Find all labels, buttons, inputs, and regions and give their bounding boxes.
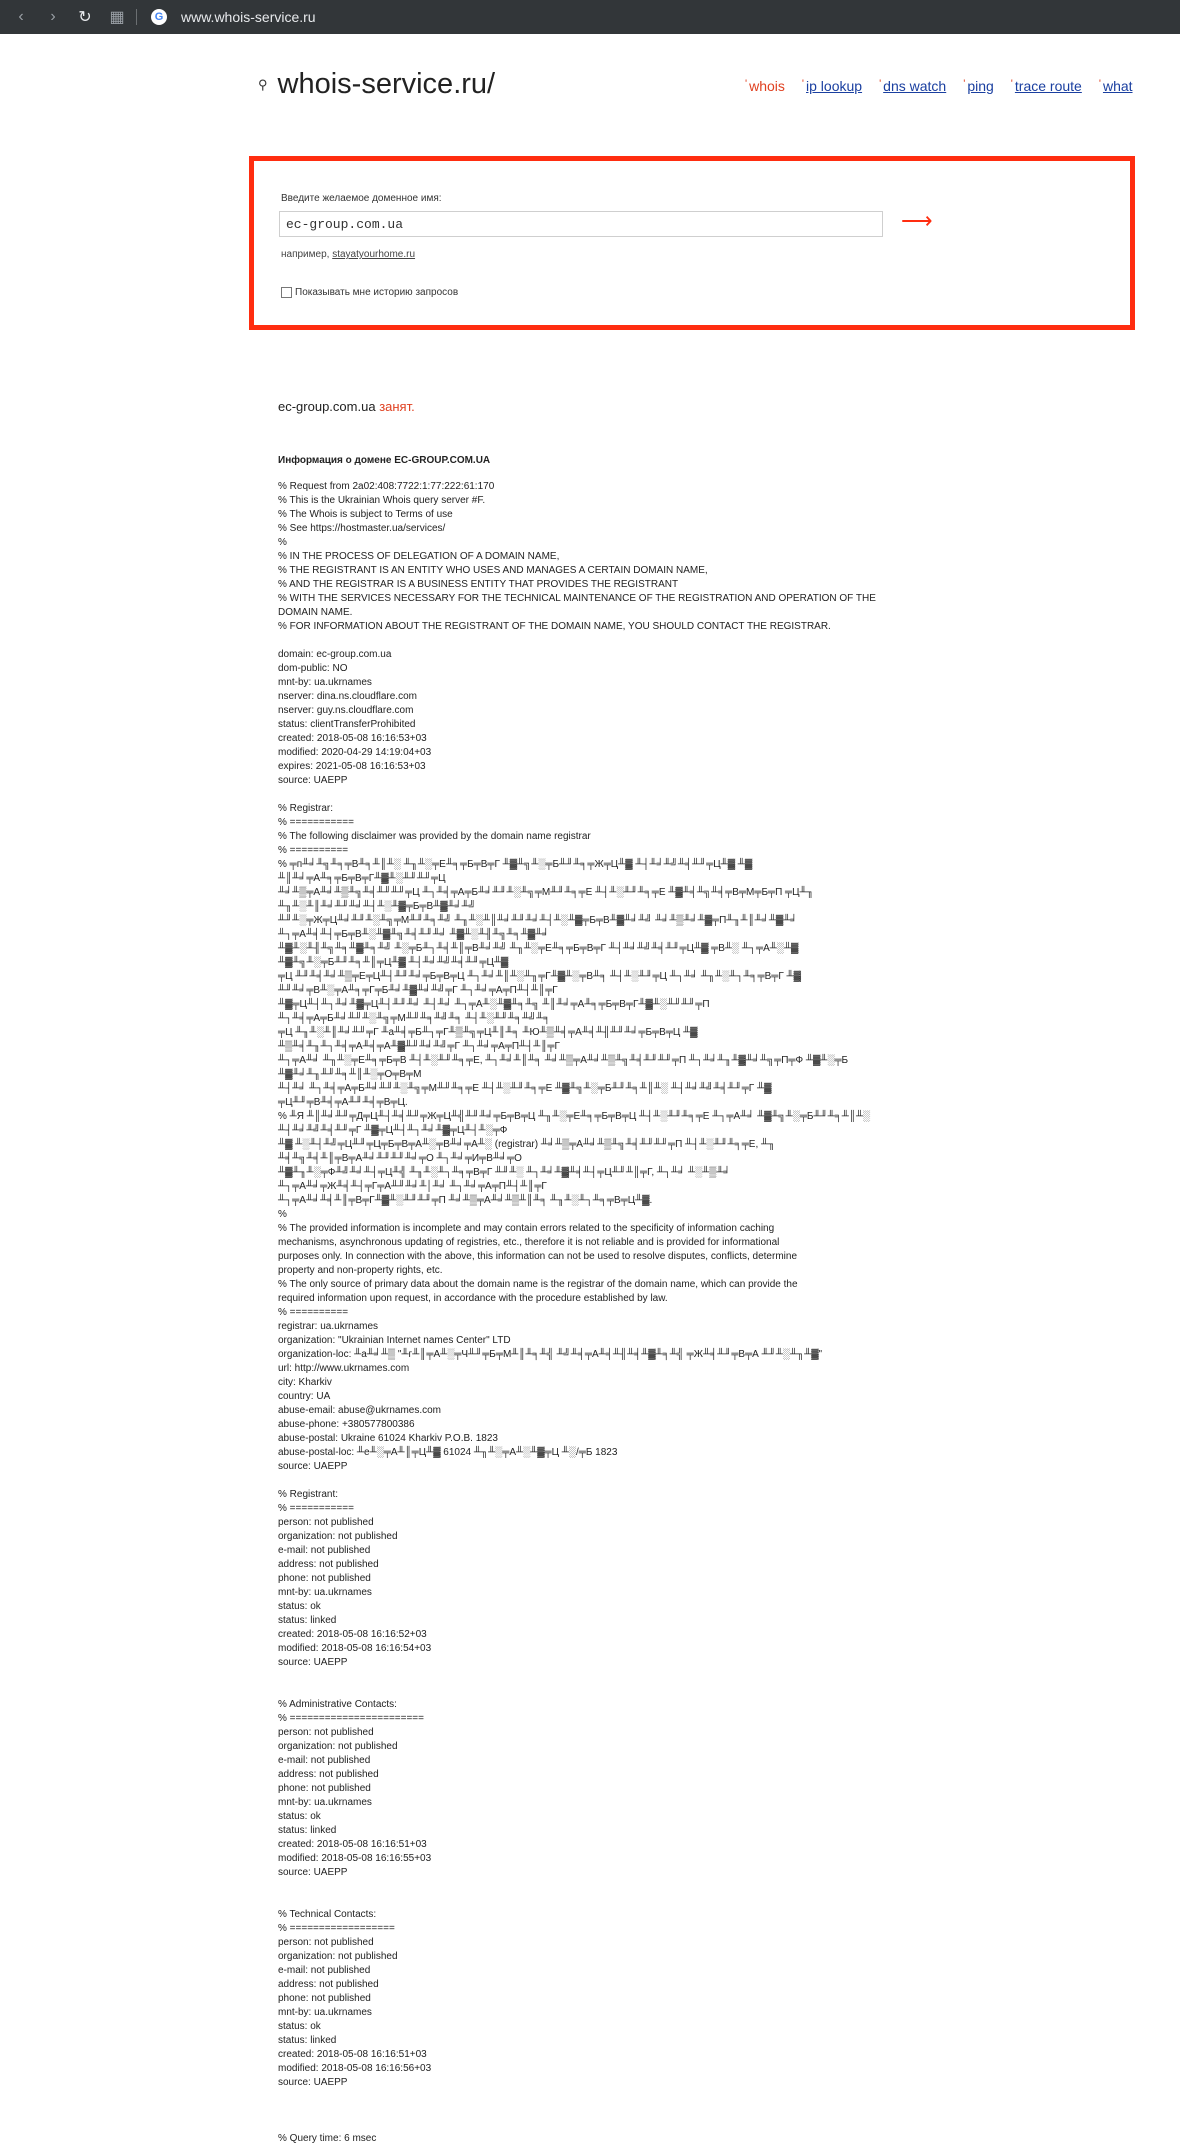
whois-line: created: 2018-05-08 16:16:52+03 [278,1629,427,1640]
whois-line: status: ok [278,1811,321,1822]
whois-line: registrar: ua.ukrnames [278,1321,379,1332]
whois-line: status: ok [278,2021,321,2032]
whois-line: DOMAIN NAME. [278,607,353,618]
domain-status [278,399,415,414]
domain-search-form [249,156,1135,330]
nav-tick-icon: ' [1098,78,1101,90]
whois-line: nserver: dina.ns.cloudflare.com [278,691,417,702]
whois-line: status: ok [278,1601,321,1612]
whois-line: person: not published [278,1727,374,1738]
whois-line: ╨┐╤А╨╛ ╨╖╨░╤Е╨╕╤Б╤В ╨┤╨░╨╜╨╕╤Е, ╨┐╨╛╨║╨╕ ╨╛╨▒╤А╨╛╨▒╨╗╨╡╨╜╨╜╤П ╨┐╨╛╨╖╨▓╨╛╨╗╤П╤Ф ╨▓╨░╤Б ╨▓╨╛╨╖╨╜╨╕╨║╨░╤О╤В╤М [278,1055,851,1080]
whois-line: % =========== [278,1503,354,1514]
nav-link[interactable]: what [1102,78,1133,94]
example-domain-link[interactable]: stayatyourhome.ru [332,249,416,260]
whois-line: country: UA [278,1391,331,1402]
nav-item-whois[interactable] [745,78,785,94]
whois-line: ╨▓ ╨░╨┤╨╝╤Ц╨╜╤Ц╤Б╤В╤А╨░╤В╨╛╤А╨░ (registrar) ╨╛╨▒╤А╨╛╨▒╨╗╨╡╨╜╨╜╤П ╨┤╨░╨╜╨╕╤Е, ╨╖ ╨╡╨╗╨╡╨║╤В╤А╨╛╨╜╨╜╨╛╤О ╨┐╨╛╤И╤В╨╛╤О [278,1139,778,1164]
whois-line: e-mail: not published [278,1965,371,1976]
domain-input-label: Введите желаемое доменное имя: [281,193,442,204]
whois-line: % The Whois is subject to Terms of use [278,509,453,520]
google-icon: G [151,9,167,25]
whois-line: phone: not published [278,1783,371,1794]
whois-line [278,634,878,648]
whois-line: abuse-email: abuse@ukrnames.com [278,1405,442,1416]
whois-line: organization-loc: ╨а╨╛╨▒ "╨г╨║╤А╨░╤Ч╨╜╤Б╤М╨║╨╕╨╣ ╨╝╨╡╤А╨╡╨╢╨╡╨▓╨╕╨╣ ╤Ж╨╡╨╜╤В╤А ╨╜╨░╨╖╨▓" [278,1349,823,1360]
whois-line: purposes only. In connection with the above, this information can not be used to resolve disputes, conflicts, determine [278,1251,797,1262]
whois-line: % FOR INFORMATION ABOUT THE REGISTRANT OF THE DOMAIN NAME, YOU SHOULD CONTACT THE REGISTRAR. [278,621,831,632]
whois-line: modified: 2018-05-08 16:16:56+03 [278,2063,432,2074]
whois-line: source: UAEPP [278,775,348,786]
example-hint [281,249,415,260]
reload-icon[interactable]: ↻ [78,9,92,26]
whois-line: % WITH THE SERVICES NECESSARY FOR THE TECHNICAL MAINTENANCE OF THE REGISTRATION AND OPERATION OF THE [278,593,876,604]
whois-line: % This is the Ukrainian Whois query server #F. [278,495,486,506]
whois-line: % ========== [278,1307,349,1318]
whois-line: ╨▓╨╖╨░╤Ф╨╝╨╛╨┤╤Ц╨╣ ╨╖╨░╨┐╨╕╤В╤Г ╨╜╨░ ╨┐╨╛╨▓╨╡╨┤╤Ц╨╜╨║╤Г, ╨┐╨╛ ╨░╨▒╨╛ ╨┐╤А╨╛╤Ж╨╡╨┤╤Г╤А╨╜╨╛╨│╨╛ ╨┐╨╛╤А╤П╨┤╨║╤Г [278,1167,734,1192]
nav-item-ip-lookup[interactable] [802,78,862,94]
whois-line: mnt-by: ua.ukrnames [278,2007,372,2018]
back-icon[interactable]: ‹ [18,8,24,25]
whois-output [278,480,878,2146]
info-title: Информация о домене EC-GROUP.COM.UA [278,455,491,466]
whois-line: ╨┤╨╛ ╨┐╨╡╤А╤Б╨╛╨╜╨░╨╗╤М╨╜╨╕╤Е ╨┤╨░╨╜╨╕╤Е ╨▓╨╗╨░╤Б╨╜╨╕╨║╨░ ╨┤╨╛╨╝╨╡╨╜╤Г ╨▓ ╤Ц╨╜╤В╨╡╤А╨╜╨╡╤В╤Ц. [278,1083,775,1108]
whois-line: city: Kharkiv [278,1377,332,1388]
whois-line [278,1474,878,1488]
nav-link[interactable]: trace route [1014,78,1082,94]
nav-tick-icon: ' [745,78,748,90]
whois-line: source: UAEPP [278,1461,348,1472]
whois-line: % IN THE PROCESS OF DELEGATION OF A DOMAIN NAME, [278,551,560,562]
whois-line: organization: "Ukrainian Internet names Center" LTD [278,1335,511,1346]
site-logo[interactable] [258,68,495,101]
whois-line: nserver: guy.ns.cloudflare.com [278,705,414,716]
whois-line: mechanisms, asynchronous updating of registries, etc., therefore it is not reliable and is provided for informational [278,1237,780,1248]
whois-line: organization: not published [278,1951,398,1962]
whois-line [278,2104,878,2118]
whois-line: ╤Ц ╨╖╨░╨║╨╛╨╜╤Г ╨а╨╡╤Б╨┐╤Г╨▒╨╗╤Ц╨║╨╕ ╨Ю╨▒╨╡╤А╨╡╨╢╨╜╨╛╤Б╤В╤Ц ╨▓ ╨▒╨╡╨╖╨┐╨╡╤А╨╡╤А╨▓╨╜╨╛╨╝╤Г ╨┐╨╛╤А╤П╨┤╨║╤Г [278,1027,701,1052]
whois-line [278,1894,878,1908]
whois-line: expires: 2021-05-08 16:16:53+03 [278,761,426,772]
whois-line [278,1684,878,1698]
whois-line: address: not published [278,1769,379,1780]
whois-line [278,1880,878,1894]
apps-grid-icon[interactable]: ▦ [109,9,125,26]
whois-line: mnt-by: ua.ukrnames [278,1797,372,1808]
whois-line: status: linked [278,2035,337,2046]
whois-line: modified: 2018-05-08 16:16:55+03 [278,1853,432,1864]
whois-line: % Registrar: [278,803,334,814]
whois-line: required information upon request, in accordance with the procedure established by law. [278,1293,668,1304]
whois-line: url: http://www.ukrnames.com [278,1363,410,1374]
whois-line: address: not published [278,1559,379,1570]
whois-line: ╨▓╨░╨╢╨╗╨╕╨▓╨╕╨╝ ╨░╤Б╨┐╨╡╨║╤В╨╛╨╝ ╨╖╨░╤Е╨╕╤Б╤В╤Г ╨┤╨╛╨╝╨╡╨╜╤Ц╨▓ ╤В╨░ ╨┐╤А╨░╨▓ ╨▓╨╗╨░╤Б╨╜╨╕╨║╤Ц╨▓ ╨┤╨╛╨╝╨╡╨╜╤Ц╨▓ [278,943,802,968]
whois-line: created: 2018-05-08 16:16:53+03 [278,733,427,744]
whois-line: mnt-by: ua.ukrnames [278,677,372,688]
whois-line: % ======================= [278,1713,424,1724]
address-bar[interactable]: www.whois-service.ru [181,9,316,25]
whois-line: modified: 2018-05-08 16:16:54+03 [278,1643,432,1654]
nav-item-trace-route[interactable] [1011,78,1082,94]
whois-line: source: UAEPP [278,1867,348,1878]
example-prefix: например, [281,249,330,260]
whois-line: organization: not published [278,1531,398,1542]
whois-line: domain: ec-group.com.ua [278,649,392,660]
nav-tick-icon: ' [963,78,966,90]
whois-line: % The only source of primary data about the domain name is the registrar of the domain name, which can provide the [278,1279,798,1290]
nav-item-dns-watch[interactable] [879,78,946,94]
status-badge: занят. [379,399,415,414]
whois-line: % [278,537,287,548]
whois-line: % Administrative Contacts: [278,1699,397,1710]
whois-line: % The following disclaimer was provided by the domain name registrar [278,831,591,842]
whois-line: % ========== [278,845,349,856]
nav-tick-icon: ' [1010,78,1013,90]
nav-link[interactable]: ping [967,78,994,94]
whois-line: % THE REGISTRANT IS AN ENTITY WHO USES AND MANAGES A CERTAIN DOMAIN NAME, [278,565,708,576]
whois-line: source: UAEPP [278,2077,348,2088]
whois-line: e-mail: not published [278,1545,371,1556]
whois-line: % Query time: 6 msec [278,2133,377,2144]
top-nav [745,78,1150,94]
whois-line: person: not published [278,1937,374,1948]
submit-arrow-icon[interactable]: ⟶ [901,208,933,233]
whois-line: % Registrant: [278,1489,339,1500]
whois-line: % The provided information is incomplete and may contain errors related to the specificity of information caching [278,1223,775,1234]
whois-line: ╤Ц ╨╜╨╡╨╛╨▒╤Е╤Ц╨┤╨╜╨╛╤Б╤В╤Ц ╨┐╨╛╨║╨░╨╖╤Г╨▓╨░╤В╨╕ ╨┤╨░╨╜╤Ц ╨┐╨╛ ╨╖╨░╨┐╨╕╤В╤Г ╨▓ ╨╜╨╛╤В╨░╤А╨╕╤Г╤Б╨╛╨▓╨╛╨╝╤Г ╨┐╨╛╤А╤П╨┤╨║╤Г [278,971,804,996]
whois-line [278,788,878,802]
nav-tick-icon: ' [801,78,805,90]
whois-line: abuse-postal: Ukraine 61024 Kharkiv P.O.B. 1823 [278,1433,498,1444]
whois-line: % =========== [278,817,354,828]
whois-line: ╨╛╨▒╤А╨╛╨▒╨╗╨╡╨╜╨╜╤Ц ╨┐╨╡╤А╤Б╨╛╨╜╨░╨╗╤М╨╜╨╕╤Е ╨┤╨░╨╜╨╕╤Е ╨▓╨╡╨╗╨╡╤В╤М╤Б╤П ╤Ц╨╖ ╨╖╨░╨║╨╛╨╜╨╛╨┤╨░╨▓╤Б╤В╨▓╨╛╨╝ [278,887,817,912]
whois-line: source: UAEPP [278,1657,348,1668]
whois-line: created: 2018-05-08 16:16:51+03 [278,1839,427,1850]
toolbar-divider [136,9,137,25]
whois-line: ╨▓╤Ц╨┤╨┐╨╛╨▓╤Ц╨┤╨╜╨╛ ╨┤╨╛ ╨┐╤А╨░╨▓╨╕╨╗ ╨║╨╛╤А╨╕╤Б╤В╤Г╨▓╨░╨╜╨╜╤П ╨┐╨╡╤А╤Б╨╛╨╜╨░╨╗╤М╨╜╨╕╨╝╨╕ ╨┤╨░╨╜╨╕╨╝╨╕ [278,999,713,1024]
forward-icon[interactable]: › [50,8,56,25]
nav-link[interactable]: ip lookup [806,78,863,94]
whois-line: person: not published [278,1517,374,1528]
whois-line: % Request from 2a02:408:7722:1:77:222:61:170 [278,481,495,492]
whois-line: status: linked [278,1825,337,1836]
whois-line: % AND THE REGISTRAR IS A BUSINESS ENTITY THAT PROVIDES THE REGISTRANT [278,579,679,590]
whois-line: ╨┐╤А╨╛╨╡╨║╤В╤Г╨▓╨░╨╜╨╜╤П ╨╛╨▒╤А╨╛╨▒╨║╨╕ ╨╖╨░╨┐╨╕╤В╤Ц╨▓. [278,1195,653,1206]
whois-line: status: clientTransferProhibited [278,719,416,730]
history-toggle[interactable] [281,287,458,298]
whois-line: property and non-property rights, etc. [278,1265,443,1276]
history-checkbox[interactable] [281,287,292,298]
nav-link[interactable]: whois [749,78,785,94]
whois-line: % ╤п╨╛╨╗╨╕╤В╨╕╨║╨░ ╨╖╨░╤Е╨╕╤Б╤В╤Г ╨▓╨╗╨░╤Б╨╜╨╕╤Ж╤Ц╨▓ ╨┤╨╛╨╝╨╡╨╜╤Ц╨▓ ╨▓ ╨║╨╛╤А╨╕╤Б╤В╤Г╨▓╨░╨╜╨╜╤Ц [278,859,755,884]
site-logo-text[interactable]: whois-service.ru/ [277,68,496,100]
nav-link[interactable]: dns watch [883,78,947,94]
result-domain: ec-group.com.ua [278,399,376,414]
whois-line: ╨╜╨░╤Ж╤Ц╨╛╨╜╨░╨╗╤М╨╜╨╕╨╝ ╨╖╨░╨║╨╛╨╜╨╛╨┤╨░╨▓╤Б╤В╨▓╨╛╨╝ ╨╛╨▒╨╛╨▓╤П╨╖╨║╨╛╨▓╨╛ ╨┐╤А╨╡╨┤╤Б╤В╨░╨▓╨╗╨╡╨╜╨╛ ╨▓╨░╨╢╨╗╨╕╨▓╨╛ [278,915,801,940]
domain-input[interactable] [279,211,883,237]
whois-line: abuse-phone: +380577800386 [278,1419,415,1430]
key-icon: ⚲ [258,76,268,92]
whois-line: modified: 2020-04-29 14:19:04+03 [278,747,432,758]
whois-line: mnt-by: ua.ukrnames [278,1587,372,1598]
whois-line: phone: not published [278,1573,371,1584]
whois-line: % [278,1209,287,1220]
whois-line: % Technical Contacts: [278,1909,377,1920]
whois-line [278,2090,878,2104]
whois-line: organization: not published [278,1741,398,1752]
whois-line: status: linked [278,1615,337,1626]
whois-line: % ╨Я ╨║╨╛╨╜╤Д╤Ц╨┤╨╡╨╜╤Ж╤Ц╨╣╨╜╨╛╤Б╤В╤Ц ╨╖╨░╤Е╨╕╤Б╤В╤Ц ╨┤╨░╨╜╨╕╤Е ╨┐╤А╨╛ ╨▓╨╗╨░╤Б╨╜╨╕╨║╨░ ╨┤╨╛╨╝╨╡╨╜╤Г ╨▓╤Ц╨┤╨┐╨╛╨▓╤Ц╨┤╨░╤Ф [278,1111,873,1136]
whois-line: % See https://hostmaster.ua/services/ [278,523,446,534]
whois-line: abuse-postal-loc: ╨е╨░╤А╨║╤Ц╨▓ 61024 ╨╖╨░╤А╨░╨▓╤Ц ╨░/╤Б 1823 [278,1447,618,1458]
whois-line [278,2118,878,2132]
whois-line: address: not published [278,1979,379,1990]
whois-line: % ================== [278,1923,395,1934]
nav-item-what[interactable] [1099,78,1133,94]
whois-line: dom-public: NO [278,663,348,674]
history-label: Показывать мне историю запросов [295,287,459,298]
nav-tick-icon: ' [879,78,882,90]
whois-line [278,1670,878,1684]
whois-line: phone: not published [278,1993,371,2004]
whois-line: e-mail: not published [278,1755,371,1766]
whois-line: created: 2018-05-08 16:16:51+03 [278,2049,427,2060]
browser-toolbar [0,0,1180,34]
nav-item-ping[interactable] [963,78,994,94]
